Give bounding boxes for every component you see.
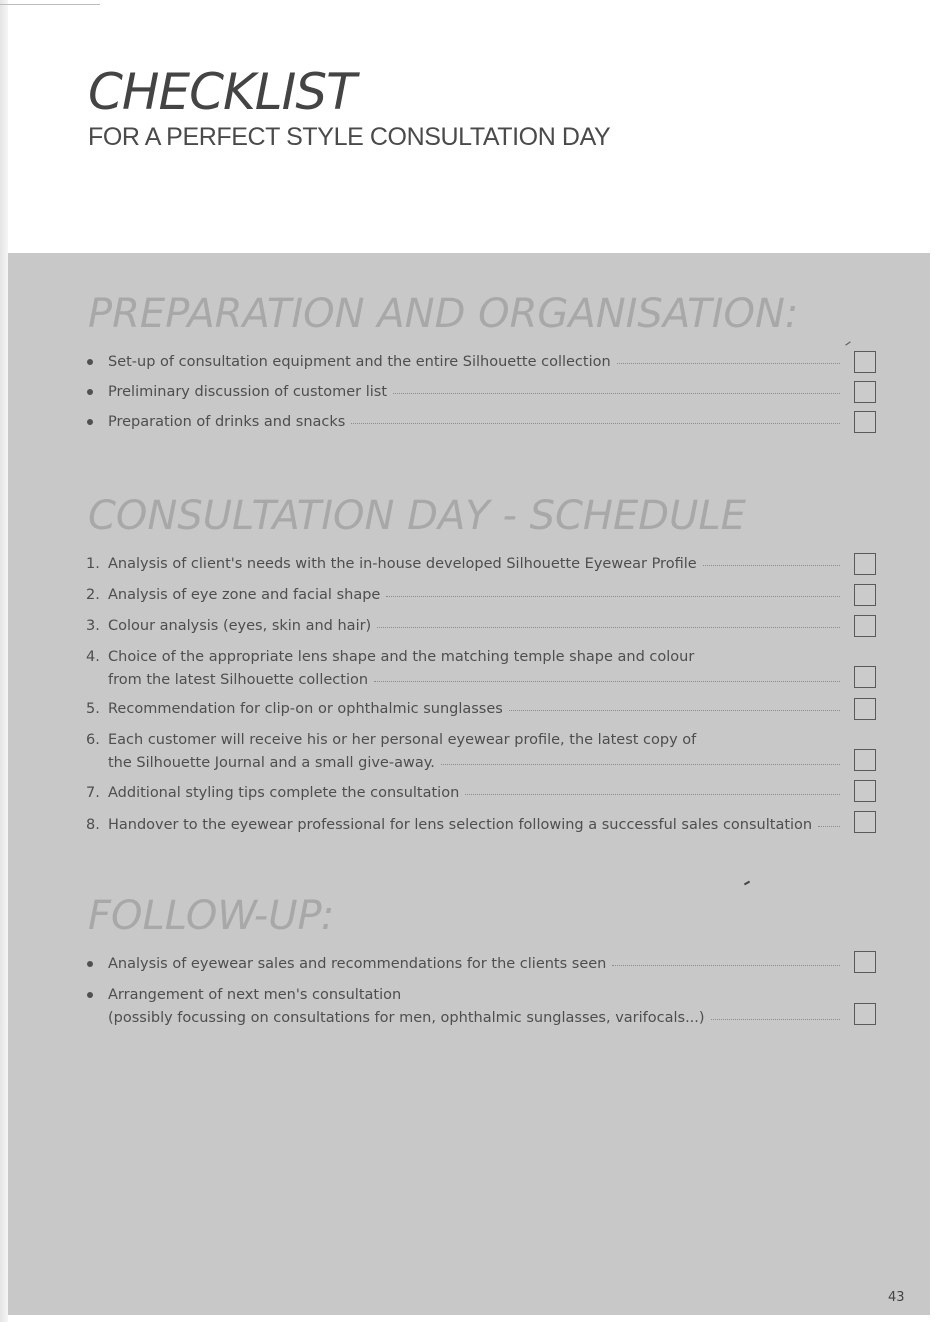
item-line: Recommendation for clip-on or ophthalmic sunglasses: [108, 701, 503, 717]
dotted-leader: [703, 564, 840, 566]
bullet-dot: [87, 389, 93, 395]
dotted-leader: [612, 964, 840, 966]
item-text: [108, 411, 840, 434]
page-number: 43: [888, 1290, 905, 1305]
item-line: Analysis of eyewear sales and recommendations for the clients seen: [108, 956, 607, 972]
item-line: Preliminary discussion of customer list: [108, 384, 388, 400]
item-text: [108, 729, 840, 775]
page-subtitle: FOR A PERFECT STYLE CONSULTATION DAY: [88, 123, 611, 151]
dotted-leader: [441, 763, 840, 765]
section-heading-preparation: PREPARATION AND ORGANISATION:: [88, 291, 799, 337]
checkbox[interactable]: [854, 698, 876, 720]
checkbox[interactable]: [854, 411, 876, 433]
page-top-line: [0, 4, 100, 5]
item-text: [108, 984, 840, 1030]
dotted-leader: [465, 793, 840, 795]
item-number: 3.: [86, 618, 100, 634]
item-text: [108, 698, 840, 721]
dotted-leader: [386, 595, 840, 597]
section-heading-followup: FOLLOW-UP:: [88, 893, 335, 939]
checkbox[interactable]: [854, 615, 876, 637]
item-text: [108, 615, 840, 638]
dotted-leader: [393, 392, 840, 394]
page-title: CHECKLIST: [88, 63, 356, 121]
item-number: 8.: [86, 817, 100, 833]
checkbox[interactable]: [854, 553, 876, 575]
checkbox[interactable]: [854, 749, 876, 771]
item-line: Set-up of consultation equipment and the entire Silhouette collection: [108, 354, 611, 370]
checkbox[interactable]: [854, 780, 876, 802]
checkbox[interactable]: [854, 584, 876, 606]
dotted-leader: [374, 680, 840, 682]
item-text: [108, 646, 840, 692]
item-line: (possibly focussing on consultations for men, ophthalmic sunglasses, varifocals...): [108, 1010, 705, 1026]
item-text: [108, 814, 840, 837]
dotted-leader: [711, 1018, 840, 1020]
dotted-leader: [818, 825, 840, 827]
checkbox[interactable]: [854, 811, 876, 833]
item-text: [108, 782, 840, 805]
bullet-dot: [87, 419, 93, 425]
item-number: 5.: [86, 701, 100, 717]
item-text: [108, 381, 840, 404]
dotted-leader: [377, 626, 840, 628]
dotted-leader: [509, 709, 840, 711]
item-line: the Silhouette Journal and a small give-away.: [108, 755, 435, 771]
bullet-dot: [87, 359, 93, 365]
item-line: Choice of the appropriate lens shape and the matching temple shape and colour: [108, 649, 695, 665]
section-heading-schedule: CONSULTATION DAY - SCHEDULE: [88, 493, 746, 539]
item-line: Analysis of eye zone and facial shape: [108, 587, 381, 603]
page-edge: [0, 0, 8, 1322]
item-text: [108, 953, 840, 976]
checkbox[interactable]: [854, 951, 876, 973]
checkbox[interactable]: [854, 351, 876, 373]
page-header: [88, 62, 888, 152]
item-line: Additional styling tips complete the consultation: [108, 785, 460, 801]
item-text: [108, 351, 840, 374]
dotted-leader: [617, 362, 840, 364]
item-number: 7.: [86, 785, 100, 801]
item-line: Colour analysis (eyes, skin and hair): [108, 618, 372, 634]
item-line: Each customer will receive his or her personal eyewear profile, the latest copy of: [108, 732, 697, 748]
bullet-dot: [87, 961, 93, 967]
item-number: 1.: [86, 556, 100, 572]
item-line: from the latest Silhouette collection: [108, 672, 369, 688]
item-line: Handover to the eyewear professional for lens selection following a successful sales consultation: [108, 817, 813, 833]
checkbox[interactable]: [854, 381, 876, 403]
checkbox[interactable]: [854, 1003, 876, 1025]
item-number: 2.: [86, 587, 100, 603]
item-line: Preparation of drinks and snacks: [108, 414, 346, 430]
item-line: Analysis of client's needs with the in-house developed Silhouette Eyewear Profile: [108, 556, 697, 572]
item-number: 4.: [86, 649, 100, 665]
checkbox[interactable]: [854, 666, 876, 688]
dotted-leader: [351, 422, 840, 424]
item-text: [108, 553, 840, 576]
item-line: Arrangement of next men's consultation: [108, 987, 402, 1003]
item-text: [108, 584, 840, 607]
item-number: 6.: [86, 732, 100, 748]
bullet-dot: [87, 992, 93, 998]
